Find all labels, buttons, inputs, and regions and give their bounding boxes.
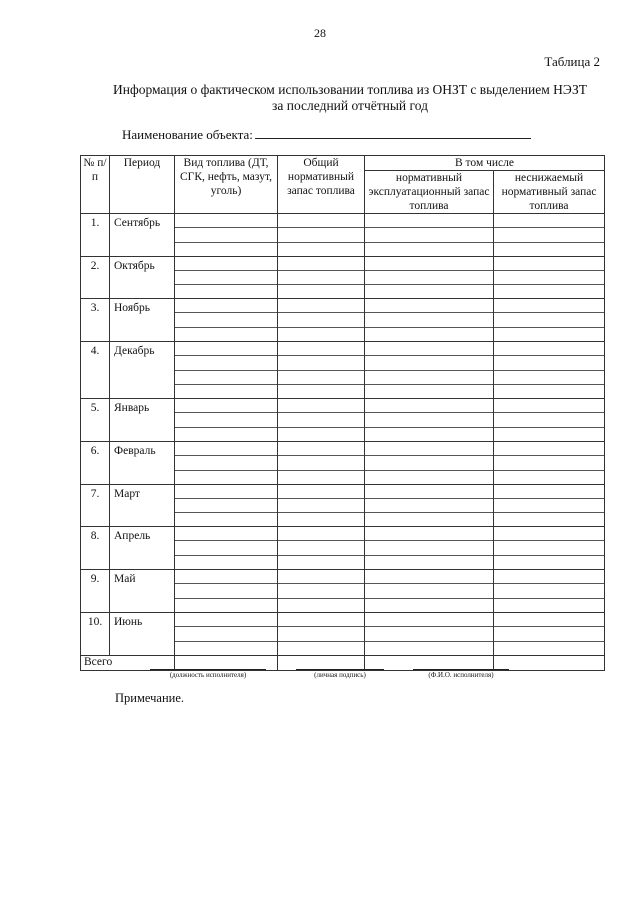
sub-line (494, 399, 604, 413)
table-row (81, 299, 605, 342)
sub-line (365, 442, 493, 456)
operational-stock-cell[interactable] (365, 613, 494, 656)
sub-line (278, 214, 364, 228)
operational-stock-cell[interactable] (365, 399, 494, 442)
sub-line (278, 228, 364, 242)
total-stock-cell[interactable] (278, 342, 365, 399)
irreducible-stock-cell[interactable] (494, 257, 605, 299)
operational-stock-cell[interactable] (365, 299, 494, 342)
sub-line (365, 228, 493, 242)
sub-line (175, 385, 277, 398)
row-number: 6. (81, 442, 110, 485)
sub-line (494, 613, 604, 627)
sub-line (278, 541, 364, 555)
sub-line (175, 356, 277, 370)
fuel-type-cell[interactable] (175, 613, 278, 656)
sub-line (175, 642, 277, 655)
page-number: 28 (314, 26, 326, 40)
sub-line (494, 271, 604, 285)
sub-line (175, 584, 277, 598)
title-line-1: Информация о фактическом использовании топлива из ОНЗТ с выделением НЭЗТ (112, 82, 588, 97)
sub-line (365, 428, 493, 441)
title-line-2: за последний отчётный год (272, 98, 428, 113)
sub-line (365, 471, 493, 484)
table-row (81, 442, 605, 485)
row-number: 9. (81, 570, 110, 613)
sub-line (365, 243, 493, 256)
sub-line (278, 527, 364, 541)
sub-line (365, 399, 493, 413)
sub-line (494, 642, 604, 655)
sub-line (278, 456, 364, 470)
sub-line (278, 371, 364, 385)
table-row (81, 527, 605, 570)
sub-line (365, 513, 493, 526)
sub-line (278, 299, 364, 313)
sub-line (494, 214, 604, 228)
irreducible-stock-cell[interactable] (494, 342, 605, 399)
sub-line (175, 399, 277, 413)
sub-line (365, 413, 493, 427)
sub-line (365, 627, 493, 641)
header-total-stock: Общий нормативный запас топлива (278, 156, 365, 214)
sub-line (278, 413, 364, 427)
signature-sign-caption: (личная подпись) (296, 669, 384, 679)
sub-line (494, 442, 604, 456)
sub-line (175, 342, 277, 356)
sub-line (494, 257, 604, 271)
sub-line (278, 556, 364, 569)
irreducible-stock-cell[interactable] (494, 214, 605, 257)
row-number: 7. (81, 485, 110, 527)
table-row (81, 257, 605, 299)
sub-line (494, 371, 604, 385)
signature-name-caption: (Ф.И.О. исполнителя) (413, 669, 509, 679)
sub-line (175, 613, 277, 627)
sub-line (278, 513, 364, 526)
sub-line (365, 570, 493, 584)
sub-line (365, 313, 493, 327)
total-stock-cell[interactable] (278, 442, 365, 485)
sub-line (494, 428, 604, 441)
sub-line (278, 313, 364, 327)
sub-line (494, 499, 604, 513)
irreducible-stock-cell[interactable] (494, 613, 605, 656)
operational-stock-cell[interactable] (365, 570, 494, 613)
table-row (81, 485, 605, 527)
total-stock-cell[interactable] (278, 570, 365, 613)
sub-line (365, 371, 493, 385)
sub-line (365, 328, 493, 341)
sub-line (278, 613, 364, 627)
object-name-label: Наименование объекта: (122, 127, 253, 142)
total-stock-cell[interactable] (278, 257, 365, 299)
row-number: 10. (81, 613, 110, 656)
sub-line (494, 385, 604, 398)
sub-line (278, 328, 364, 341)
sub-line (494, 471, 604, 484)
sub-line (365, 271, 493, 285)
sub-line (365, 342, 493, 356)
total-stock-cell[interactable] (278, 399, 365, 442)
sub-line (175, 243, 277, 256)
sub-line (278, 499, 364, 513)
sub-line (175, 371, 277, 385)
irreducible-stock-cell[interactable] (494, 399, 605, 442)
sub-line (494, 584, 604, 598)
table-row (81, 570, 605, 613)
sub-line (175, 527, 277, 541)
row-period: Ноябрь (110, 299, 175, 342)
sub-line (365, 285, 493, 298)
sub-line (175, 485, 277, 499)
sub-line (278, 342, 364, 356)
sub-line (365, 642, 493, 655)
signature-sign (296, 669, 384, 679)
sub-line (278, 285, 364, 298)
row-period: Февраль (110, 442, 175, 485)
sub-line (175, 285, 277, 298)
sub-line (175, 556, 277, 569)
sub-line (365, 613, 493, 627)
sub-line (494, 541, 604, 555)
sub-line (494, 627, 604, 641)
sub-line (175, 413, 277, 427)
total-stock-cell[interactable] (278, 613, 365, 656)
row-number: 2. (81, 257, 110, 299)
row-period: Декабрь (110, 342, 175, 399)
sub-line (365, 299, 493, 313)
table-row (81, 399, 605, 442)
sub-line (365, 584, 493, 598)
row-period: Июнь (110, 613, 175, 656)
sub-line (365, 499, 493, 513)
sub-line (494, 456, 604, 470)
sub-line (365, 599, 493, 612)
header-operational-stock: нормативный эксплуатационный запас топлива (365, 171, 494, 214)
signature-position (150, 669, 266, 679)
row-period: Октябрь (110, 257, 175, 299)
header-irreducible-stock: неснижаемый нормативный запас топлива (494, 171, 605, 214)
total-stock-cell[interactable] (278, 485, 365, 527)
sub-line (175, 499, 277, 513)
sub-line (494, 342, 604, 356)
sub-line (175, 599, 277, 612)
sub-line (278, 243, 364, 256)
document-title (80, 82, 620, 114)
sub-line (494, 413, 604, 427)
sub-line (365, 456, 493, 470)
sub-line (494, 356, 604, 370)
sub-line (494, 285, 604, 298)
fuel-type-cell[interactable] (175, 342, 278, 399)
table-row (81, 613, 605, 656)
irreducible-stock-cell[interactable] (494, 570, 605, 613)
sub-line (278, 570, 364, 584)
operational-stock-cell[interactable] (365, 257, 494, 299)
row-number: 4. (81, 342, 110, 399)
row-number: 3. (81, 299, 110, 342)
row-period: Март (110, 485, 175, 527)
sub-line (365, 541, 493, 555)
sub-line (365, 385, 493, 398)
sub-line (365, 257, 493, 271)
sub-line (494, 599, 604, 612)
sub-line (494, 328, 604, 341)
sub-line (175, 328, 277, 341)
sub-line (494, 513, 604, 526)
sub-line (175, 271, 277, 285)
sub-line (365, 556, 493, 569)
sub-line (494, 485, 604, 499)
total-stock-cell[interactable] (278, 527, 365, 570)
header-fuel-type: Вид топлива (ДТ, СГК, нефть, мазут, уголь) (175, 156, 278, 214)
sub-line (175, 513, 277, 526)
sub-line (365, 214, 493, 228)
sub-line (175, 428, 277, 441)
object-name-row (122, 126, 531, 143)
header-period: Период (110, 156, 175, 214)
sub-line (278, 385, 364, 398)
table-row (81, 342, 605, 399)
irreducible-stock-cell[interactable] (494, 485, 605, 527)
sub-line (175, 541, 277, 555)
fuel-type-cell[interactable] (175, 485, 278, 527)
sub-line (175, 627, 277, 641)
header-including: В том числе (365, 156, 605, 171)
sub-line (278, 271, 364, 285)
fuel-type-cell[interactable] (175, 299, 278, 342)
sub-line (365, 485, 493, 499)
fuel-type-cell[interactable] (175, 257, 278, 299)
fuel-type-cell[interactable] (175, 527, 278, 570)
row-period: Сентябрь (110, 214, 175, 257)
total-stock-cell[interactable] (278, 299, 365, 342)
sub-line (175, 299, 277, 313)
operational-stock-cell[interactable] (365, 342, 494, 399)
row-number: 8. (81, 527, 110, 570)
sub-line (175, 257, 277, 271)
object-name-field[interactable] (255, 126, 531, 139)
sub-line (278, 642, 364, 655)
fuel-type-cell[interactable] (175, 442, 278, 485)
sub-line (175, 456, 277, 470)
row-number: 5. (81, 399, 110, 442)
row-number: 1. (81, 214, 110, 257)
sub-line (365, 527, 493, 541)
sub-line (175, 471, 277, 484)
irreducible-stock-cell[interactable] (494, 442, 605, 485)
sub-line (278, 356, 364, 370)
sub-line (494, 243, 604, 256)
signature-name (413, 669, 509, 679)
fuel-usage-table (80, 155, 605, 671)
operational-stock-cell[interactable] (365, 442, 494, 485)
fuel-type-cell[interactable] (175, 399, 278, 442)
sub-line (175, 442, 277, 456)
sub-line (175, 313, 277, 327)
row-period: Май (110, 570, 175, 613)
sub-line (278, 599, 364, 612)
sub-line (175, 570, 277, 584)
signature-position-caption: (должность исполнителя) (150, 669, 266, 679)
row-period: Апрель (110, 527, 175, 570)
irreducible-stock-cell[interactable] (494, 527, 605, 570)
sub-line (494, 570, 604, 584)
operational-stock-cell[interactable] (365, 527, 494, 570)
header-num: № п/п (81, 156, 110, 214)
sub-line (175, 228, 277, 242)
sub-line (278, 399, 364, 413)
sub-line (278, 584, 364, 598)
operational-stock-cell[interactable] (365, 485, 494, 527)
sub-line (494, 313, 604, 327)
sub-line (175, 214, 277, 228)
sub-line (494, 527, 604, 541)
sub-line (278, 627, 364, 641)
sub-line (278, 257, 364, 271)
sub-line (278, 485, 364, 499)
fuel-type-cell[interactable] (175, 570, 278, 613)
sub-line (278, 442, 364, 456)
note: Примечание. (115, 691, 185, 705)
sub-line (278, 428, 364, 441)
fuel-type-cell[interactable] (175, 214, 278, 257)
sub-line (365, 356, 493, 370)
row-period: Январь (110, 399, 175, 442)
sub-line (278, 471, 364, 484)
total-irreducible-cell[interactable] (494, 656, 605, 671)
sub-line (494, 228, 604, 242)
total-stock-cell[interactable] (278, 214, 365, 257)
table-label: Таблица 2 (544, 54, 600, 69)
table-row (81, 214, 605, 257)
sub-line (494, 299, 604, 313)
sub-line (494, 556, 604, 569)
operational-stock-cell[interactable] (365, 214, 494, 257)
irreducible-stock-cell[interactable] (494, 299, 605, 342)
total-label: Всего (81, 656, 175, 671)
